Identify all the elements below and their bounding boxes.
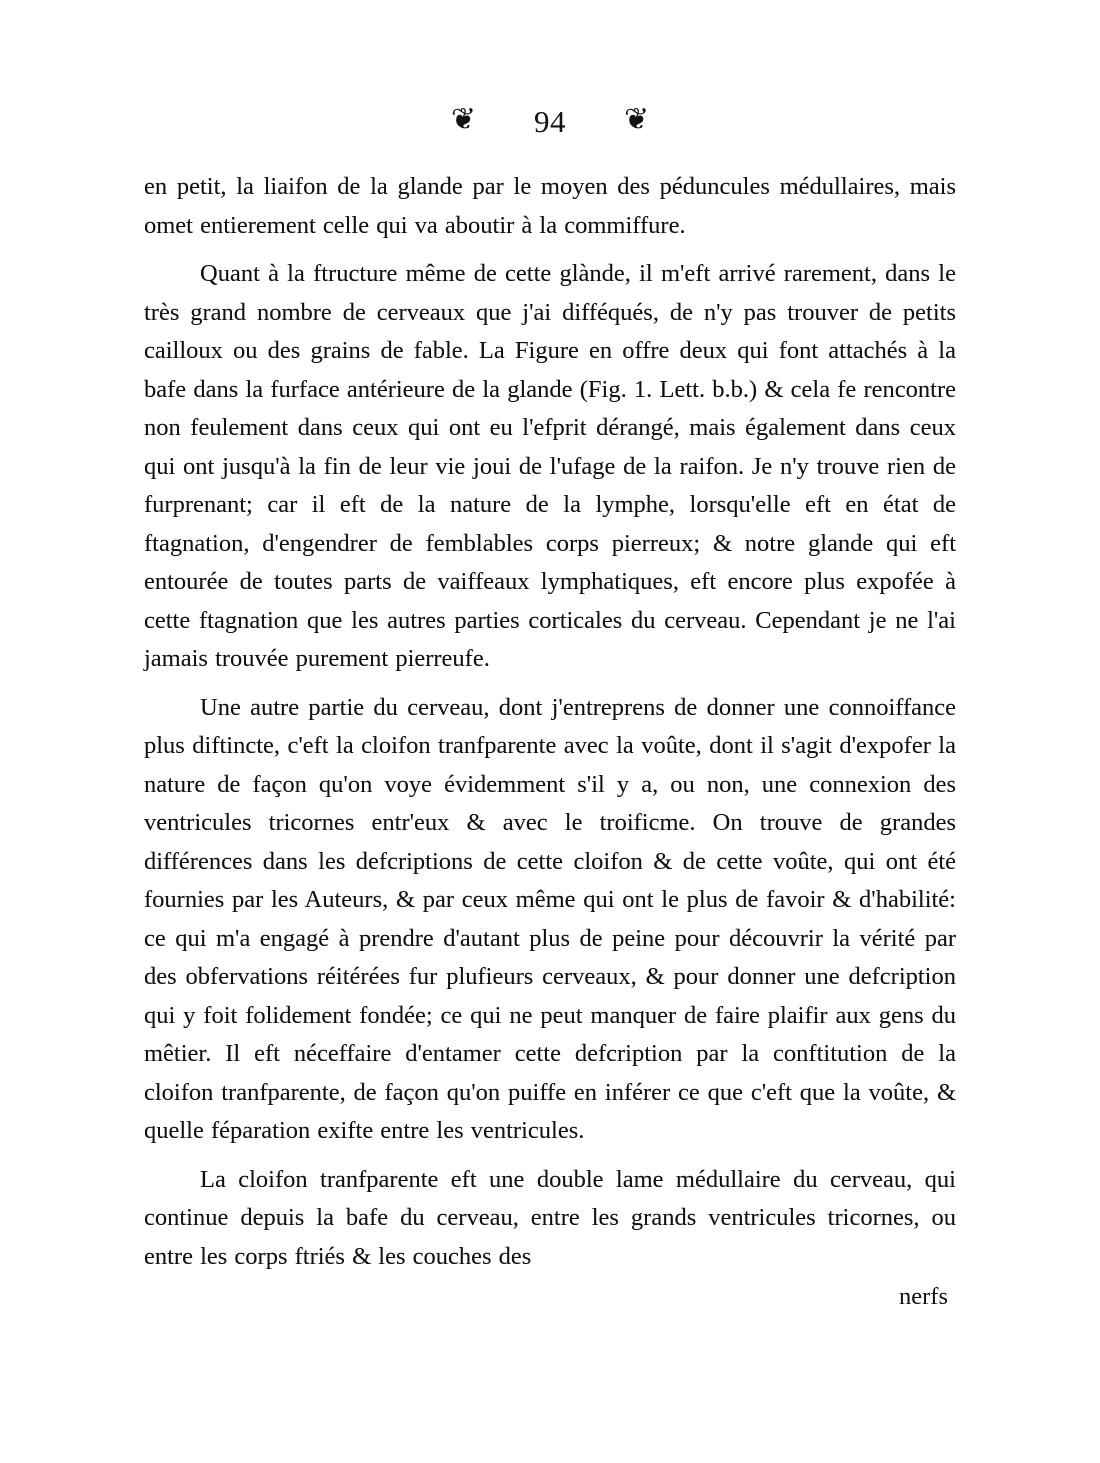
text-column <box>144 144 956 1316</box>
paragraph-continuation: en petit, la liaifon de la glande par le moyen des péduncules médullaires, mais omet entierement celle qui va aboutir à la commiffure. <box>144 173 956 239</box>
paragraph-3: La cloifon tranfparente eft une double lame médullaire du cerveau, qui continue depuis la bafe du cerveau, entre les grands ventricules tricornes, ou entre les corps ftriés & les couches des <box>144 1165 956 1270</box>
floral-ornament-right-icon: ❦ <box>624 103 650 136</box>
floral-ornament-left-icon: ❦ <box>450 103 476 136</box>
catchword: nerfs <box>899 1283 948 1310</box>
page-header <box>0 100 1100 144</box>
document-page <box>0 100 1100 1463</box>
page-number: 94 <box>534 104 566 139</box>
paragraph-2: Une autre partie du cerveau, dont j'entreprens de donner une connoiffance plus diftincte, c'eft la cloifon tranfparente avec la voûte, dont il s'agit d'expofer la nature de façon qu'on voye évidemment s'il y a, ou non, une connexion des ventricules tricornes entr'eux & avec le troificme. On trouve de grandes différences dans les defcriptions de cette cloifon & de cette voûte, qui ont été fournies par les Auteurs, & par ceux même qui ont le plus de favoir & d'habilité: ce qui m'a engagé à prendre d'autant plus de peine pour découvrir la vérité par des obfervations réitérées fur plufieurs cerveaux, & pour donner une defcription qui y foit folidement fondée; ce qui ne peut manquer de faire plaifir aux gens du mêtier. Il eft néceffaire d'entamer cette defcription par la conftitution de la cloifon tranfparente, de façon qu'on puiffe en inférer ce que c'eft que la voûte, & quelle féparation exifte entre les ventricules. <box>144 693 956 1144</box>
paragraph-1: Quant à la ftructure même de cette glànde, il m'eft arrivé rarement, dans le très grand nombre de cerveaux que j'ai difféqués, de n'y pas trouver de petits cailloux ou des grains de fable. La Figure en offre deux qui font attachés à la bafe dans la furface antérieure de la glande (Fig. 1. Lett. b.b.) & cela fe rencontre non feulement dans ceux qui ont eu l'efprit dérangé, mais également dans ceux qui ont jusqu'à la fin de leur vie joui de l'ufage de la raifon. Je n'y trouve rien de furprenant; car il eft de la nature de la lymphe, lorsqu'elle eft en état de ftagnation, d'engendrer de femblables corps pierreux; & notre glande qui eft entourée de toutes parts de vaiffeaux lymphatiques, eft encore plus expofée à cette ftagnation que les autres parties corticales du cerveau. Cependant je ne l'ai jamais trouvée purement pierreufe. <box>144 260 956 672</box>
